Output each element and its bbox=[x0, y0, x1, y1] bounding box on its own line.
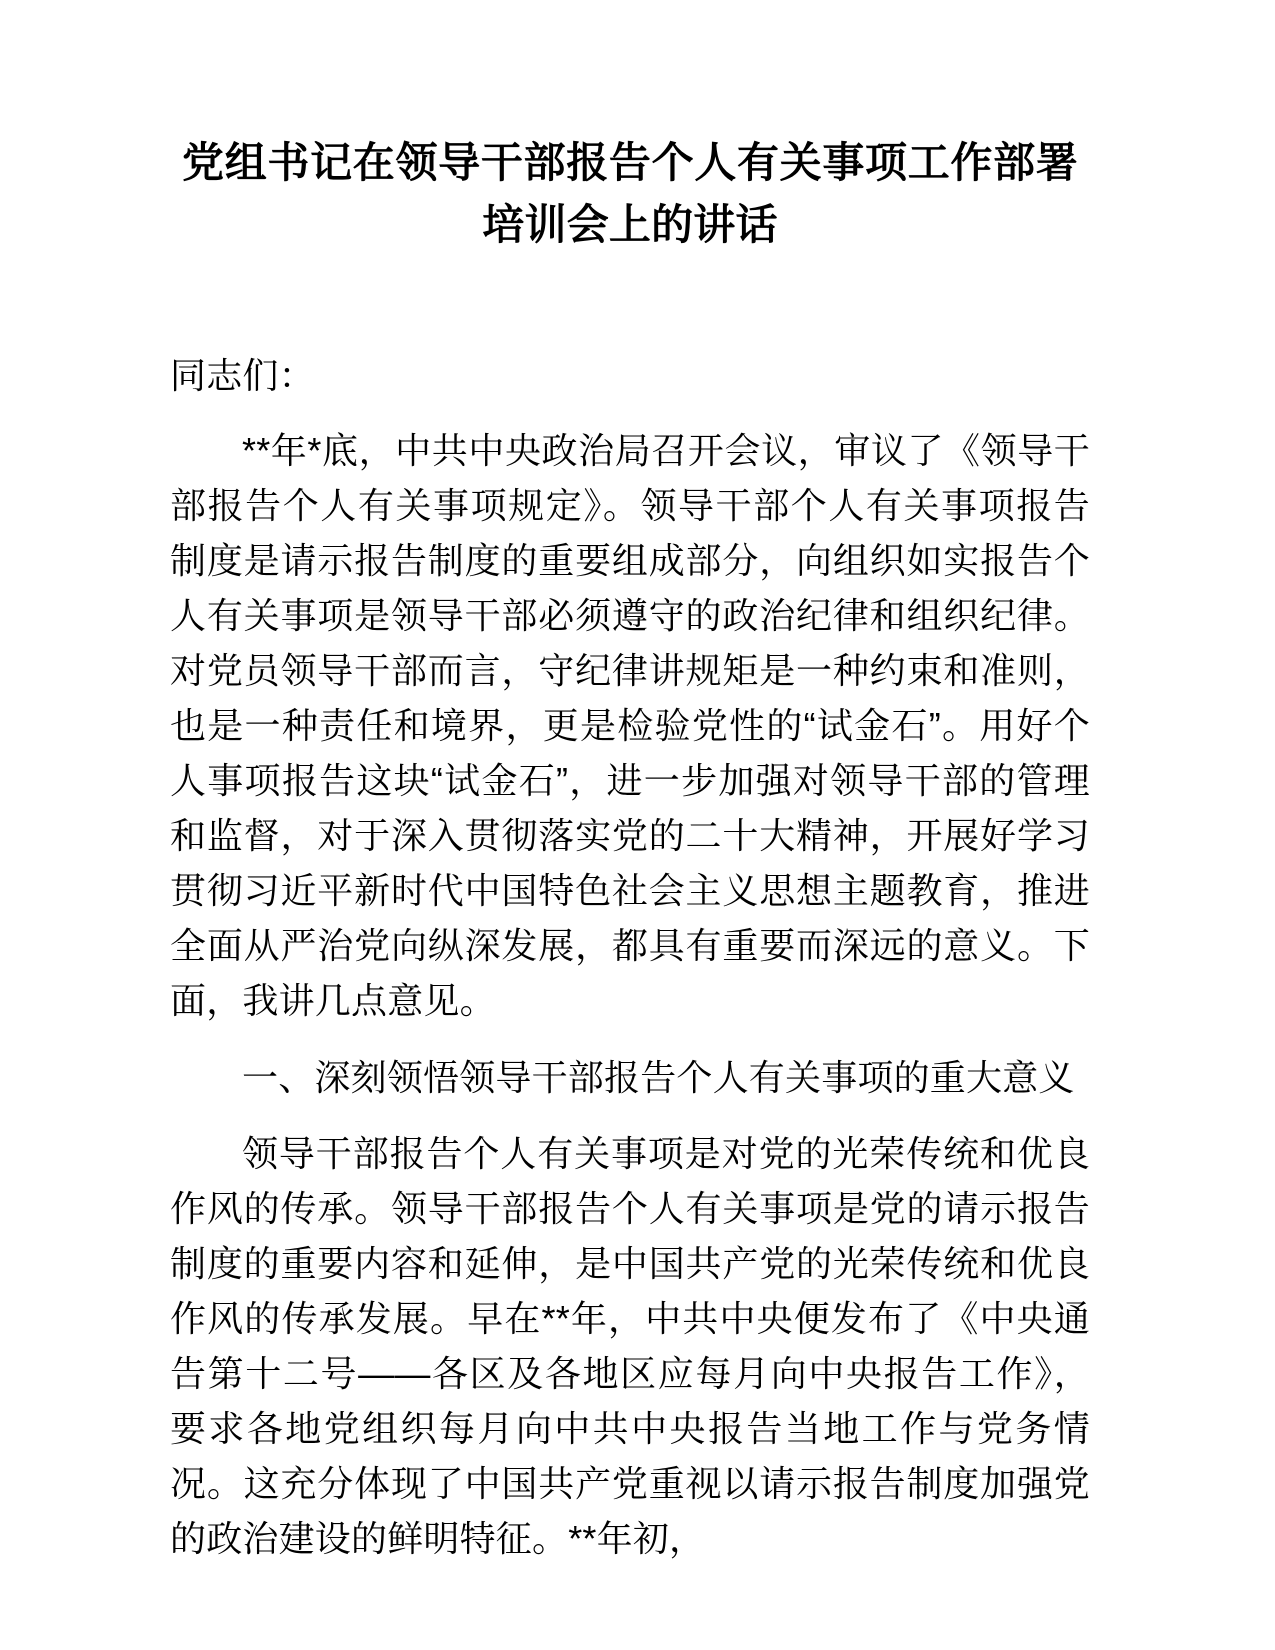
document-title: 党组书记在领导干部报告个人有关事项工作部署培训会上的讲话 bbox=[182, 139, 1078, 248]
salutation: 同志们： bbox=[170, 355, 315, 396]
section-heading-one: 一、深刻领悟领导干部报告个人有关事项的重大意义 bbox=[242, 1057, 1075, 1098]
section-one-paragraph-one: 领导干部报告个人有关事项是对党的光荣传统和优良作风的传承。领导干部报告个人有关事项是党的请示报告制度的重要内容和延伸，是中国共产党的光荣传统和优良作风的传承发展。早在**年，中共中央便发布了《中央通告第十二号——各区及各地区应每月向中央报告工作》，要求各地党组织每月向中共中央报告当地工作与党务情况。这充分体现了中国共产党重视以请示报告制度加强党的政治建设的鲜明特征。**年初， bbox=[170, 1133, 1090, 1559]
document-body bbox=[170, 0, 1090, 1566]
intro-paragraph: **年*底，中共中央政治局召开会议，审议了《领导干部报告个人有关事项规定》。领导干部个人有关事项报告制度是请示报告制度的重要组成部分，向组织如实报告个人有关事项是领导干部必须遵守的政治纪律和组织纪律。对党员领导干部而言，守纪律讲规矩是一种约束和准则，也是一种责任和境界，更是检验党性的“试金石”。用好个人事项报告这块“试金石”，进一步加强对领导干部的管理和监督，对于深入贯彻落实党的二十大精神，开展好学习贯彻习近平新时代中国特色社会主义思想主题教育，推进全面从严治党向纵深发展，都具有重要而深远的意义。下面，我讲几点意见。 bbox=[170, 430, 1090, 1021]
